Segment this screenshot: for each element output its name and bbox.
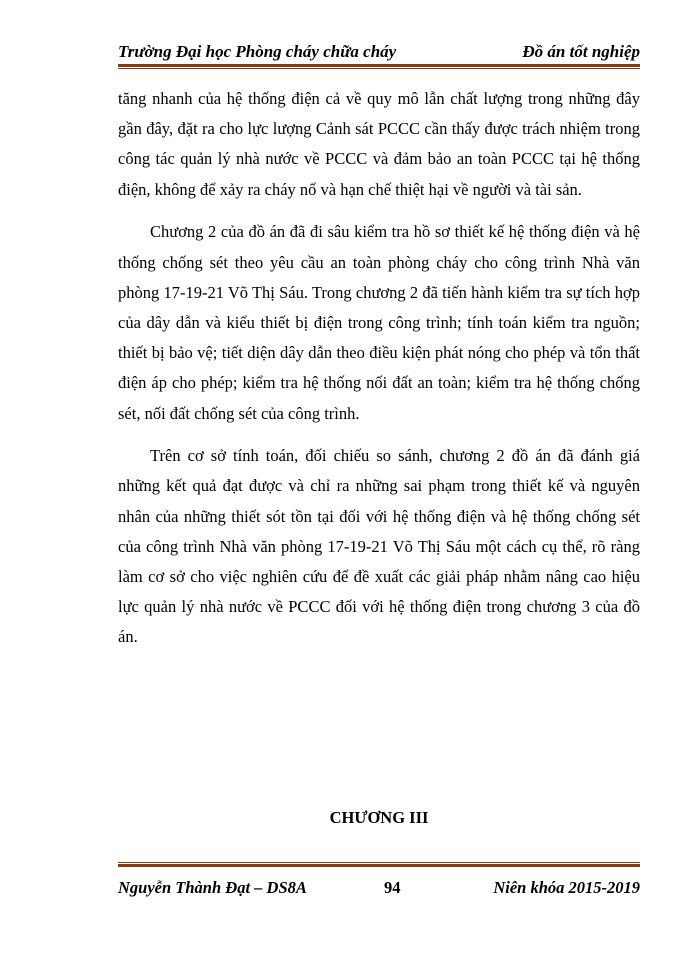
header-rule-thin [118, 68, 640, 69]
paragraph-3: Trên cơ sở tính toán, đối chiếu so sánh, chương 2 đồ án đã đánh giá những kết quả đạt được và chỉ ra những sai phạm trong thiết kế và nguyên nhân của những thiết sót tồn tại đối với hệ thống điện và hệ thống chống sét của công trình Nhà văn phòng 17-19-21 Võ Thị Sáu một cách cụ thể, rõ ràng làm cơ sở cho việc nghiên cứu để đề xuất các giải pháp nhằm nâng cao hiệu lực quản lý nhà nước về PCCC đối với hệ thống điện trong chương 3 của đồ án. [118, 446, 640, 647]
header-document-type: Đồ án tốt nghiệp [522, 42, 640, 61]
page-footer [118, 874, 640, 898]
footer-course-years: Niên khóa 2015-2019 [493, 878, 640, 897]
paragraph-2: Chương 2 của đồ án đã đi sâu kiểm tra hồ sơ thiết kế hệ thống điện và hệ thống chống sét theo yêu cầu an toàn phòng cháy cho công trình Nhà văn phòng 17-19-21 Võ Thị Sáu. Trong chương 2 đã tiến hành kiểm tra sự tích hợp của dây dẫn và kiểu thiết bị điện trong công trình; tính toán kiểm tra nguồn; thiết bị bảo vệ; tiết diện dây dẫn theo điều kiện phát nóng cho phép và tổn thất điện áp cho phép; kiểm tra hệ thống nối đất an toàn; kiểm tra hệ thống chống sét, nối đất chống sét của công trình. [118, 222, 640, 423]
page-number: 94 [384, 878, 401, 897]
page-header [118, 38, 640, 62]
chapter-heading: CHƯƠNG III [329, 808, 429, 827]
header-school-name: Trường Đại học Phòng cháy chữa cháy [118, 42, 397, 61]
footer-rule-thick [118, 864, 640, 867]
body-text [118, 84, 640, 665]
paragraph-1: tăng nhanh của hệ thống điện cả về quy mô lẫn chất lượng trong những đây gần đây, đặt ra cho lực lượng Cảnh sát PCCC cần thấy được trách nhiệm trong công tác quản lý nhà nước về PCCC và đảm bảo an toàn PCCC tại hệ thống điện, không để xảy ra cháy nổ và hạn chế thiệt hại về người và tài sản. [118, 89, 640, 199]
header-rule-thick [118, 64, 640, 67]
footer-author: Nguyễn Thành Đạt – DS8A [118, 878, 307, 897]
footer-rule-thin [118, 862, 640, 863]
